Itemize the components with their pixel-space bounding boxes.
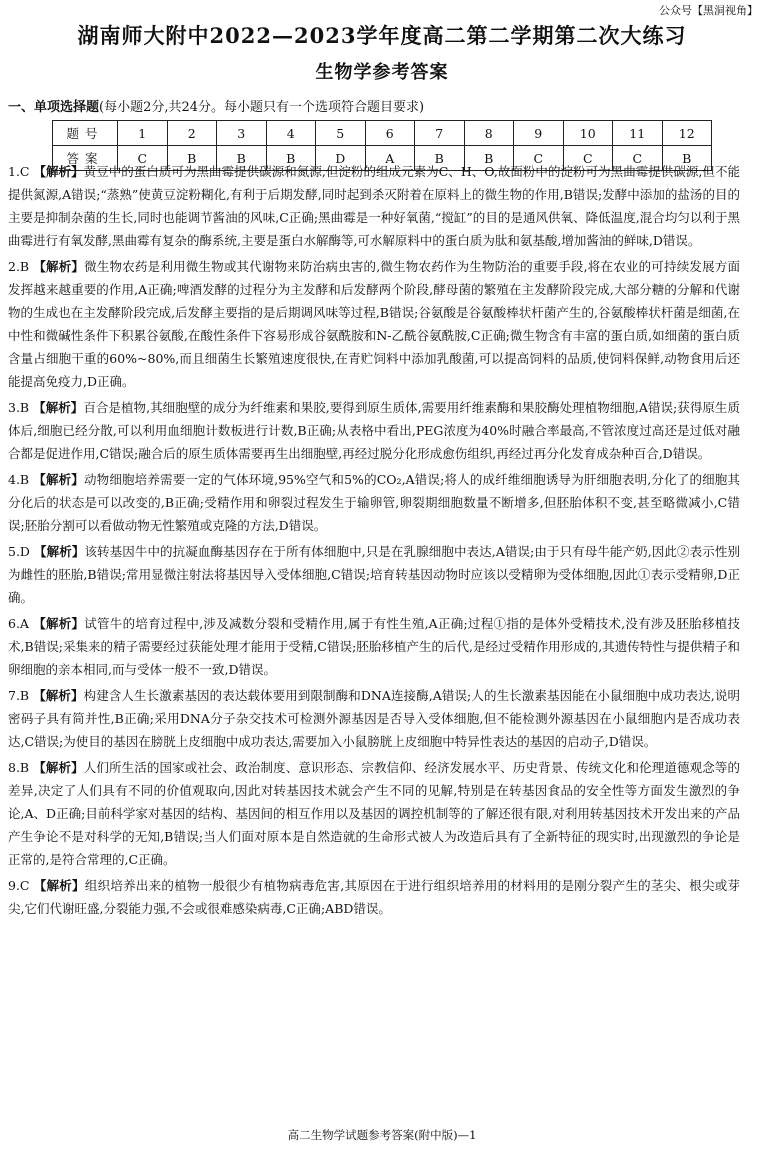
analysis-tag: 【解析】 bbox=[33, 164, 84, 179]
item-number: 3.B bbox=[8, 400, 30, 415]
item-number: 8.B bbox=[8, 760, 30, 775]
item-text: 组织培养出来的植物一般很少有植物病毒危害,其原因在于进行组织培养用的材料用的是刚分裂产生的茎尖、根尖或芽尖,它们代谢旺盛,分裂能力强,不会或很难感染病毒,C正确;ABD错误。 bbox=[8, 878, 740, 916]
explanation-item-7 bbox=[8, 684, 740, 753]
item-text: 构建含人生长激素基因的表达载体要用到限制酶和DNA连接酶,A错误;人的生长激素基因能在小鼠细胞中成功表达,说明密码子具有简并性,B正确;采用DNA分子杂交技术可检测外源基因是否导入受体细胞,但不能检测外源基因在小鼠细胞内是否成功表达,C错误;为使目的基因在膀胱上皮细胞中成功表达,需要加入小鼠膀胱上皮细胞中特异性表达的基因的启动子,D错误。 bbox=[8, 688, 740, 749]
answer-cell: B bbox=[167, 146, 217, 171]
question-number-header: 题号 bbox=[53, 121, 118, 146]
explanation-item-4 bbox=[8, 468, 740, 537]
question-number-cell: 9 bbox=[514, 121, 564, 146]
analysis-tag: 【解析】 bbox=[33, 616, 85, 631]
item-number: 9.C bbox=[8, 878, 30, 893]
explanation-item-1 bbox=[8, 160, 740, 252]
item-text: 动物细胞培养需要一定的气体环境,95%空气和5%的CO₂,A错误;将人的成纤维细胞诱导为肝细胞表明,分化了的细胞其分化后的状态是可以改变的,B正确;受精作用和卵裂过程发生于输卵管,卵裂期细胞数量不断增多,但胚胎体积不变,甚至略微减小,C错误;胚胎分割可以看做动物无性繁殖或克隆的方法,D错误。 bbox=[8, 472, 740, 533]
question-number-cell: 2 bbox=[167, 121, 217, 146]
page-footer: 高二生物学试题参考答案(附中版)—1 bbox=[287, 1128, 477, 1142]
answer-cell: C bbox=[563, 146, 613, 171]
question-number-cell: 8 bbox=[464, 121, 514, 146]
analysis-tag: 【解析】 bbox=[33, 259, 85, 274]
item-text: 百合是植物,其细胞壁的成分为纤维素和果胶,要得到原生质体,需要用纤维素酶和果胶酶处理植物细胞,A错误;获得原生质体后,细胞已经分散,可以利用血细胞计数板进行计数,B正确;从表格中看出,PEG浓度为40%时融合率最高,不管浓度过高还是过低对融合都是促进作用,C错误;融合后的原生质体需要再生出细胞壁,再经过脱分化形成愈伤组织,再经过再分化发育成杂种百合,D错误。 bbox=[8, 400, 740, 461]
question-number-cell: 3 bbox=[217, 121, 267, 146]
question-number-cell: 12 bbox=[662, 121, 712, 146]
item-number: 1.C bbox=[8, 164, 30, 179]
section-label: 一、单项选择题 bbox=[8, 100, 100, 115]
explanation-item-2 bbox=[8, 255, 740, 393]
analysis-tag: 【解析】 bbox=[33, 400, 84, 415]
analysis-tag: 【解析】 bbox=[33, 760, 84, 775]
answer-cell: B bbox=[464, 146, 514, 171]
page-subtitle: 生物学参考答案 bbox=[315, 62, 449, 83]
item-number: 6.A bbox=[8, 616, 29, 631]
item-text: 黄豆中的蛋白质可为黑曲霉提供碳源和氮源,但淀粉的组成元素为C、H、O,故面粉中的淀粉可为黑曲霉提供碳源,但不能提供氮源,A错误;“蒸熟”使黄豆淀粉糊化,有利于后期发酵,同时起到杀灭附着在原料上的微生物的作用,B错误;发酵中添加的盐汤的目的主要是抑制杂菌的生长,同时也能调节酱油的风味,C正确;黑曲霉是一种好氧菌,“搅缸”的目的是通风供氧、降低温度,混合均匀以利于黑曲霉进行有氧发酵,黑曲霉有复杂的酶系统,主要是蛋白水解酶等,可水解原料中的蛋白质为肽和氨基酸,增加酱油的鲜味,D错误。 bbox=[8, 164, 740, 248]
item-number: 5.D bbox=[8, 544, 30, 559]
watermark: 公众号【黑洞视角】 bbox=[659, 4, 758, 17]
explanation-item-8 bbox=[8, 756, 740, 871]
question-number-cell: 11 bbox=[613, 121, 663, 146]
page-title: 湖南师大附中2022—2023学年度高二第二学期第二次大练习 bbox=[77, 23, 687, 48]
item-text: 试管牛的培育过程中,涉及减数分裂和受精作用,属于有性生殖,A正确;过程①指的是体外受精技术,没有涉及胚胎移植技术,B错误;采集来的精子需要经过获能处理才能用于受精,C错误;胚胎移植产生的后代,是经过受精作用形成的,其遗传特性与提供精子和卵细胞的亲本相同,而与受体一般不一致,D错误。 bbox=[8, 616, 740, 677]
section-heading bbox=[8, 96, 424, 115]
explanation-item-3 bbox=[8, 396, 740, 465]
item-text: 微生物农药是利用微生物或其代谢物来防治病虫害的,微生物农药作为生物防治的重要手段,将在农业的可持续发展方面发挥越来越重要的作用,A正确;啤酒发酵的过程分为主发酵和后发酵两个阶段,酵母菌的繁殖在主发酵阶段完成,大部分糖的分解和代谢物的生成也在主发酵阶段完成,后发酵主要指的是后期调风味等过程,B错误;谷氨酸是谷氨酸棒状杆菌产生的,谷氨酸棒状杆菌是细菌,在中性和微碱性条件下积累谷氨酸,在酸性条件下容易形成谷氨酰胺和N-乙酰谷氨酰胺,C正确;微生物含有丰富的蛋白质,如细菌的蛋白质含量占细胞干重的60%~80%,而且细菌生长繁殖速度很快,在青贮饲料中添加乳酸菌,可以提高饲料的品质,使饲料保鲜,动物食用后还能提高免疫力,D正确。 bbox=[8, 259, 740, 389]
answer-cell: C bbox=[514, 146, 564, 171]
item-number: 4.B bbox=[8, 472, 30, 487]
answer-cell: B bbox=[217, 146, 267, 171]
analysis-tag: 【解析】 bbox=[33, 688, 84, 703]
explanation-list bbox=[8, 160, 740, 923]
answer-header: 答案 bbox=[53, 146, 118, 171]
question-number-cell: 6 bbox=[365, 121, 415, 146]
analysis-tag: 【解析】 bbox=[33, 878, 85, 893]
answer-cell: B bbox=[266, 146, 316, 171]
answer-cell: B bbox=[415, 146, 465, 171]
answer-cell: C bbox=[613, 146, 663, 171]
explanation-item-6 bbox=[8, 612, 740, 681]
answer-cell: D bbox=[316, 146, 366, 171]
answer-cell: B bbox=[662, 146, 712, 171]
answer-cell: C bbox=[118, 146, 168, 171]
explanation-item-5 bbox=[8, 540, 740, 609]
section-note: (每小题2分,共24分。每小题只有一个选项符合题目要求) bbox=[99, 100, 425, 115]
explanation-item-9 bbox=[8, 874, 740, 920]
question-number-cell: 10 bbox=[563, 121, 613, 146]
question-number-cell: 7 bbox=[415, 121, 465, 146]
question-number-cell: 5 bbox=[316, 121, 366, 146]
item-text: 该转基因牛中的抗凝血酶基因存在于所有体细胞中,只是在乳腺细胞中表达,A错误;由于只有母牛能产奶,因此②表示性别为雌性的胚胎,B错误;常用显微注射法将基因导入受体细胞,C错误;培育转基因动物时应该以受精卵为受体细胞,因此①表示受精卵,D正确。 bbox=[8, 544, 740, 605]
item-number: 7.B bbox=[8, 688, 30, 703]
question-number-cell: 4 bbox=[266, 121, 316, 146]
analysis-tag: 【解析】 bbox=[33, 472, 84, 487]
analysis-tag: 【解析】 bbox=[34, 544, 85, 559]
item-text: 人们所生活的国家或社会、政治制度、意识形态、宗教信仰、经济发展水平、历史背景、传统文化和伦理道德观念等的差异,决定了人们具有不同的价值观取向,因此对转基因技术就会产生不同的见解,特别是在转基因食品的安全性等方面发生激烈的争论,A、D正确;目前科学家对基因的结构、基因间的相互作用以及基因的调控机制等的了解还很有限,对利用转基因技术开发出来的产品产生争论不是对科学的无知,B错误;当人们面对原本是自然造就的生命形式被人为改造后具有了全新特征的现实时,出现激烈的争论是正常的,是符合常理的,C正确。 bbox=[8, 760, 740, 867]
item-number: 2.B bbox=[8, 259, 30, 274]
answer-cell: A bbox=[365, 146, 415, 171]
question-number-row bbox=[53, 121, 712, 146]
question-number-cell: 1 bbox=[118, 121, 168, 146]
